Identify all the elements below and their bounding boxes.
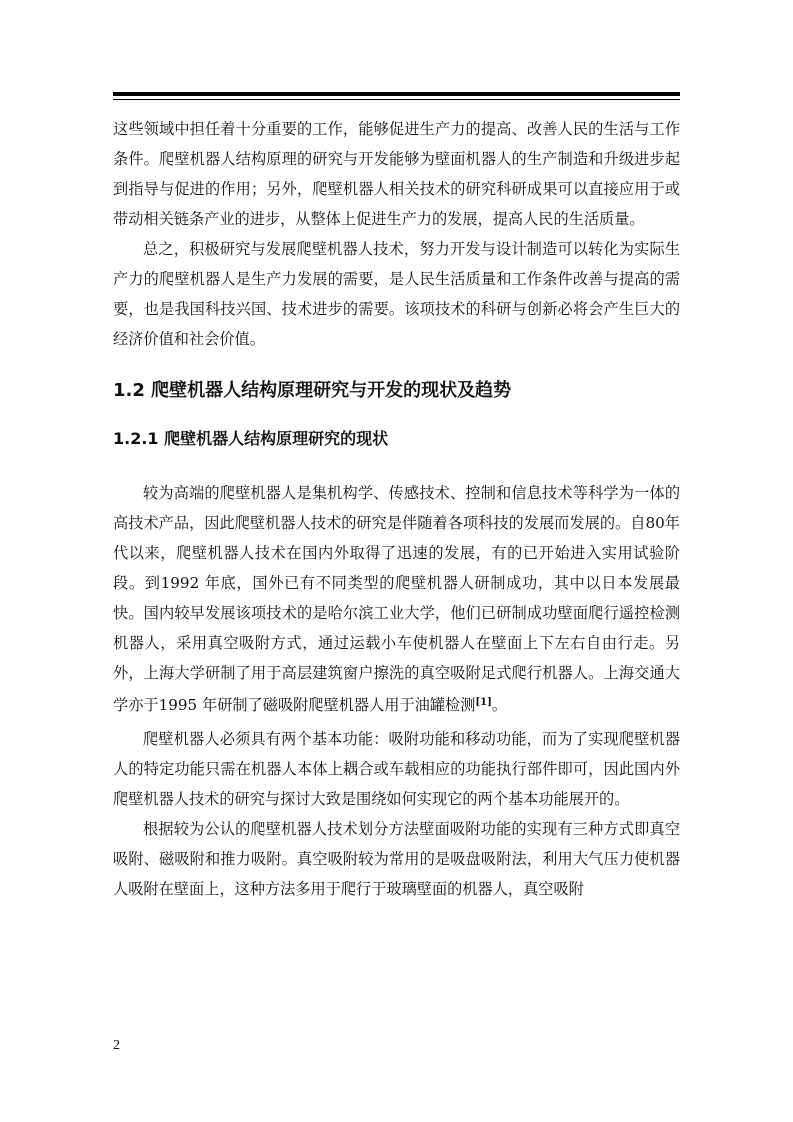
header-rule-thick	[113, 92, 680, 96]
page-number: 2	[113, 1038, 120, 1053]
paragraph-main-1	[113, 478, 680, 720]
paragraph-main-2: 爬壁机器人必须具有两个基本功能：吸附功能和移动功能，而为了实现爬壁机器人的特定功能只需在机器人本体上耦合或车载相应的功能执行部件即可，因此国内外爬壁机器人技术的研究与探讨大致是围绕如何实现它的两个基本功能展开的。	[113, 730, 680, 808]
paragraph-intro-2: 总之，积极研究与发展爬壁机器人技术，努力开发与设计制造可以转化为实际生产力的爬壁机器人是生产力发展的需要，是人民生活质量和工作条件改善与提高的需要，也是我国科技兴国、技术进步的需要。该项技术的科研与创新必将会产生巨大的经济价值和社会价值。	[113, 240, 680, 348]
paragraph-intro-1: 这些领域中担任着十分重要的工作，能够促进生产力的提高、改善人民的生活与工作条件。爬壁机器人结构原理的研究与开发能够为壁面机器人的生产制造和升级进步起到指导与促进的作用；另外，爬壁机器人相关技术的研究科研成果可以直接应用于或带动相关链条产业的进步，从整体上促进生产力的发展，提高人民的生活质量。	[113, 120, 680, 228]
paragraph-main-3: 根据较为公认的爬壁机器人技术划分方法壁面吸附功能的实现有三种方式即真空吸附、磁吸附和推力吸附。真空吸附较为常用的是吸盘吸附法，利用大气压力使机器人吸附在壁面上，这种方法多用于爬行于玻璃壁面的机器人，真空吸附	[113, 820, 680, 898]
page-body	[113, 114, 680, 904]
header-rule-thin	[113, 99, 680, 100]
subsection-heading: 1.2.1 爬壁机器人结构原理研究的现状	[113, 429, 389, 448]
paragraph-main-1-text: 较为高端的爬壁机器人是集机构学、传感技术、控制和信息技术等科学为一体的高技术产品，因此爬壁机器人技术的研究是伴随着各项科技的发展而发展的。自80年代以来，爬壁机器人技术在国内外取得了迅速的发展，有的已开始进入实用试验阶段。到1992 年底，国外已有不同类型的爬壁机器人研制成功，其中以日本发展最快。国内较早发展该项技术的是哈尔滨工业大学，他们已研制成功壁面爬行遥控检测机器人，采用真空吸附方式，通过运载小车使机器人在壁面上下左右自由行走。另外，上海大学研制了用于高层建筑窗户擦洗的真空吸附足式爬行机器人。上海交通大学亦于1995 年研制了磁吸附爬壁机器人用于油罐检测	[113, 484, 680, 714]
paragraph-main-1-tail: 。	[491, 696, 508, 714]
citation-ref: [1]	[475, 697, 492, 708]
section-heading: 1.2 爬壁机器人结构原理研究与开发的现状及趋势	[113, 380, 512, 401]
